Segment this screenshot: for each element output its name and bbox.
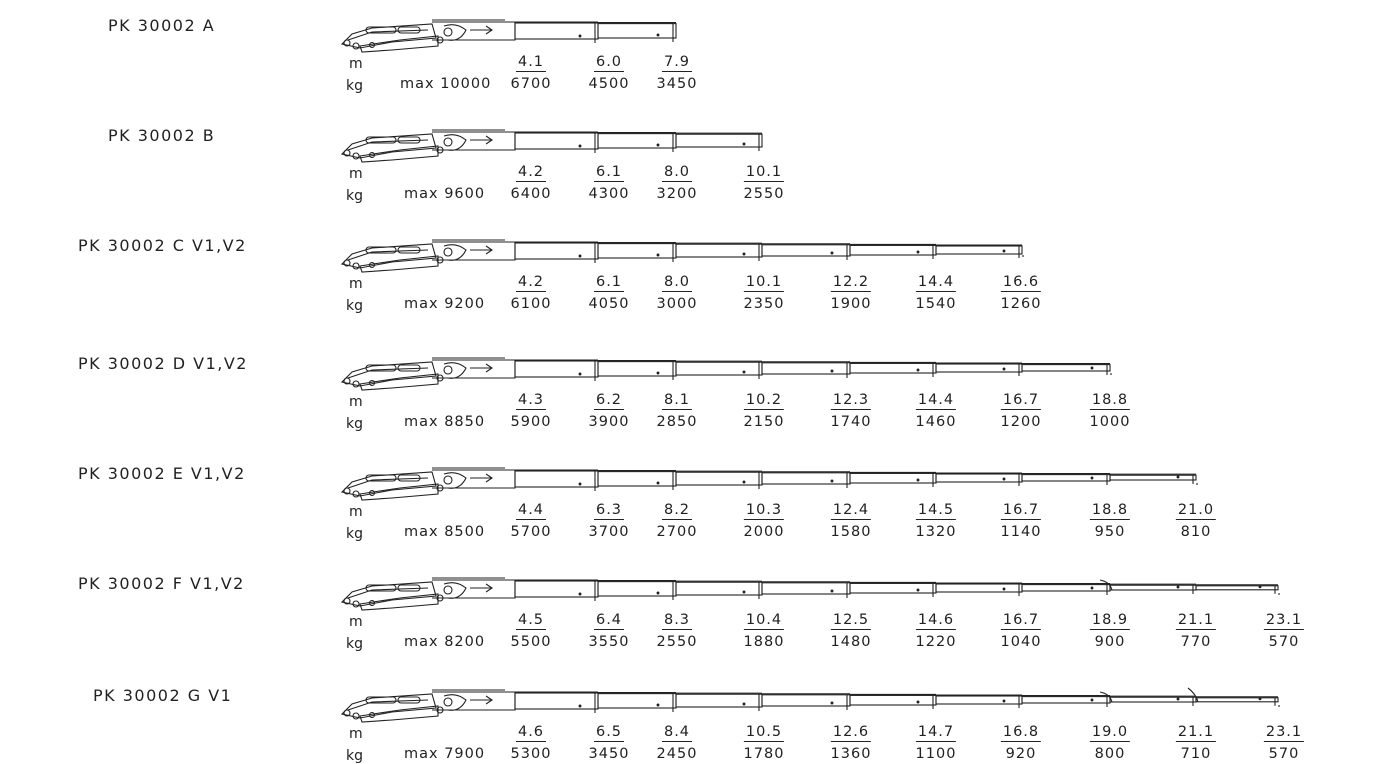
unit-load: kg [346,78,363,94]
max-load: max 9600 [404,186,486,202]
unit-distance: m [349,614,363,630]
load-value: 1900 [830,296,872,312]
outreach-value: 14.7 [917,724,955,740]
model-name: PK 30002 G V1 [93,686,233,705]
crane-boom-drawing [342,358,1112,390]
outreach-value: 10.4 [745,612,783,628]
load-value: 3450 [656,76,698,92]
load-value: 1580 [830,524,872,540]
unit-distance: m [349,504,363,520]
outreach-value: 12.5 [832,612,870,628]
load-value: 920 [1005,746,1037,762]
outreach-value: 16.7 [1002,612,1040,628]
crane-boom-drawing [342,578,1280,610]
load-value: 2550 [743,186,785,202]
load-value: 3900 [588,414,630,430]
outreach-value: 6.4 [595,612,623,628]
outreach-value: 21.0 [1177,502,1215,518]
load-value: 6100 [510,296,552,312]
load-value: 1040 [1000,634,1042,650]
load-value: 1100 [915,746,957,762]
load-value: 6700 [510,76,552,92]
outreach-value: 4.4 [517,502,545,518]
unit-distance: m [349,394,363,410]
outreach-value: 12.6 [832,724,870,740]
model-name: PK 30002 C V1,V2 [78,236,247,255]
outreach-value: 4.6 [517,724,545,740]
outreach-value: 19.0 [1091,724,1129,740]
outreach-value: 7.9 [663,54,691,70]
load-value: 4300 [588,186,630,202]
load-value: 1200 [1000,414,1042,430]
unit-distance: m [349,276,363,292]
outreach-value: 4.1 [517,54,545,70]
outreach-value: 12.3 [832,392,870,408]
outreach-value: 16.8 [1002,724,1040,740]
load-value: 3200 [656,186,698,202]
outreach-value: 10.5 [745,724,783,740]
outreach-value: 18.8 [1091,392,1129,408]
load-value: 570 [1268,634,1300,650]
load-value: 710 [1180,746,1212,762]
load-value: 1460 [915,414,957,430]
load-value: 3450 [588,746,630,762]
load-value: 3700 [588,524,630,540]
outreach-value: 21.1 [1177,724,1215,740]
outreach-value: 6.1 [595,164,623,180]
outreach-value: 6.2 [595,392,623,408]
load-value: 570 [1268,746,1300,762]
load-value: 2350 [743,296,785,312]
unit-distance: m [349,726,363,742]
load-value: 1740 [830,414,872,430]
outreach-value: 16.7 [1002,392,1040,408]
outreach-value: 8.3 [663,612,691,628]
max-load: max 8200 [404,634,486,650]
unit-load: kg [346,748,363,764]
unit-load: kg [346,416,363,432]
outreach-value: 12.2 [832,274,870,290]
crane-boom-drawing [342,688,1280,722]
load-value: 3550 [588,634,630,650]
load-value: 1140 [1000,524,1042,540]
load-value: 950 [1094,524,1126,540]
crane-boom-drawing [342,468,1198,500]
outreach-value: 8.1 [663,392,691,408]
model-name: PK 30002 E V1,V2 [78,464,246,483]
unit-load: kg [346,298,363,314]
load-value: 1780 [743,746,785,762]
outreach-value: 6.0 [595,54,623,70]
load-value: 1480 [830,634,872,650]
load-value: 1540 [915,296,957,312]
load-value: 3000 [656,296,698,312]
load-value: 1260 [1000,296,1042,312]
model-name: PK 30002 F V1,V2 [78,574,245,593]
outreach-value: 16.6 [1002,274,1040,290]
unit-load: kg [346,636,363,652]
load-value: 900 [1094,634,1126,650]
load-value: 1360 [830,746,872,762]
max-load: max 8500 [404,524,486,540]
unit-load: kg [346,188,363,204]
max-load: max 9200 [404,296,486,312]
outreach-value: 14.6 [917,612,955,628]
load-value: 1320 [915,524,957,540]
outreach-value: 4.2 [517,274,545,290]
load-value: 770 [1180,634,1212,650]
load-value: 1880 [743,634,785,650]
outreach-value: 14.5 [917,502,955,518]
outreach-value: 21.1 [1177,612,1215,628]
load-value: 5900 [510,414,552,430]
load-value: 2450 [656,746,698,762]
outreach-value: 8.0 [663,164,691,180]
outreach-value: 8.0 [663,274,691,290]
outreach-value: 6.1 [595,274,623,290]
load-value: 5700 [510,524,552,540]
load-value: 5500 [510,634,552,650]
outreach-value: 12.4 [832,502,870,518]
load-value: 6400 [510,186,552,202]
outreach-value: 10.2 [745,392,783,408]
outreach-value: 18.8 [1091,502,1129,518]
load-value: 4500 [588,76,630,92]
crane-boom-drawing [342,20,676,52]
load-value: 810 [1180,524,1212,540]
load-value: 5300 [510,746,552,762]
model-name: PK 30002 B [108,126,216,145]
outreach-value: 14.4 [917,274,955,290]
outreach-value: 10.1 [745,274,783,290]
outreach-value: 4.2 [517,164,545,180]
unit-distance: m [349,56,363,72]
load-value: 2850 [656,414,698,430]
load-value: 2150 [743,414,785,430]
model-name: PK 30002 D V1,V2 [78,354,248,373]
outreach-value: 6.3 [595,502,623,518]
outreach-value: 18.9 [1091,612,1129,628]
max-load: max 7900 [404,746,486,762]
crane-boom-drawing [342,240,1024,272]
unit-distance: m [349,166,363,182]
load-value: 2000 [743,524,785,540]
load-value: 1220 [915,634,957,650]
outreach-value: 14.4 [917,392,955,408]
load-value: 2700 [656,524,698,540]
model-name: PK 30002 A [108,16,216,35]
outreach-value: 6.5 [595,724,623,740]
outreach-value: 23.1 [1265,724,1303,740]
load-value: 4050 [588,296,630,312]
outreach-value: 23.1 [1265,612,1303,628]
outreach-value: 4.5 [517,612,545,628]
load-value: 800 [1094,746,1126,762]
outreach-value: 4.3 [517,392,545,408]
unit-load: kg [346,526,363,542]
outreach-value: 8.4 [663,724,691,740]
outreach-value: 10.3 [745,502,783,518]
outreach-value: 16.7 [1002,502,1040,518]
load-value: 2550 [656,634,698,650]
crane-boom-drawing [342,130,762,162]
max-load: max 10000 [400,76,492,92]
load-value: 1000 [1089,414,1131,430]
outreach-value: 8.2 [663,502,691,518]
outreach-value: 10.1 [745,164,783,180]
max-load: max 8850 [404,414,486,430]
